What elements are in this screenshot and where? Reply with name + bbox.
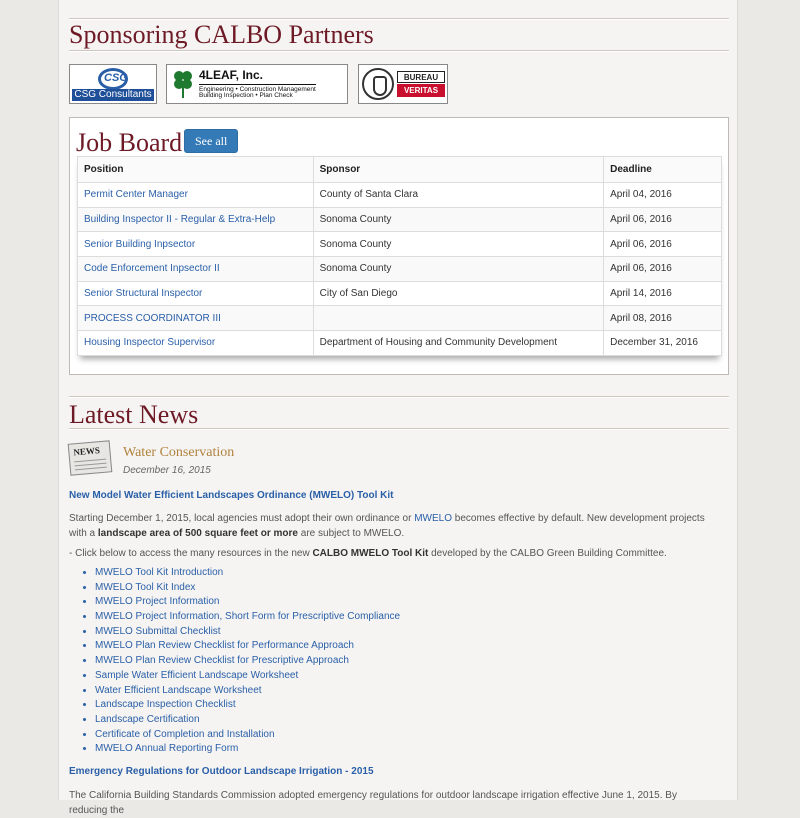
text-run: developed by the CALBO Green Building Committee. xyxy=(428,548,667,559)
sponsor-cell: Sonoma County xyxy=(313,232,603,257)
sponsor-cell: Sonoma County xyxy=(313,207,603,232)
list-item xyxy=(95,713,400,728)
job-link[interactable]: Building Inspector II - Regular & Extra-Help xyxy=(84,214,276,226)
position-cell xyxy=(78,232,314,257)
toolkit-link[interactable]: Landscape Inspection Checklist xyxy=(95,699,236,711)
divider xyxy=(69,50,729,52)
list-item xyxy=(95,625,400,640)
deadline-cell: April 06, 2016 xyxy=(604,207,722,232)
text-run: Starting December 1, 2015, local agencies must adopt their own ordinance or xyxy=(69,513,415,524)
position-cell xyxy=(78,306,314,331)
toolkit-link[interactable]: Landscape Certification xyxy=(95,713,200,725)
table-row xyxy=(78,257,722,282)
4leaf-logo[interactable] xyxy=(166,64,348,104)
toolkit-link[interactable]: MWELO Annual Reporting Form xyxy=(95,743,239,755)
table-row xyxy=(78,232,722,257)
4leaf-tagline-2: Building Inspection • Plan Check xyxy=(199,92,293,99)
table-row xyxy=(78,331,722,356)
toolkit-link[interactable]: MWELO Plan Review Checklist for Performance Approach xyxy=(95,640,354,652)
list-item xyxy=(95,639,400,654)
job-board-heading: Job Board xyxy=(76,128,183,157)
job-link[interactable]: Code Enforcement Inpsector II xyxy=(84,263,220,275)
article-heading-mwelo[interactable]: New Model Water Efficient Landscapes Ordinance (MWELO) Tool Kit xyxy=(69,490,394,501)
deadline-cell: April 14, 2016 xyxy=(604,281,722,306)
toolkit-link[interactable]: MWELO Tool Kit Index xyxy=(95,581,196,593)
column-header-deadline: Deadline xyxy=(604,157,722,183)
position-cell xyxy=(78,257,314,282)
list-item xyxy=(95,610,400,625)
job-link[interactable]: PROCESS COORDINATOR III xyxy=(84,312,221,324)
toolkit-link[interactable]: Water Efficient Landscape Worksheet xyxy=(95,684,262,696)
4leaf-name: 4LEAF, Inc. xyxy=(199,68,264,82)
veritas-text: VERITAS xyxy=(397,84,445,97)
sponsor-cell: County of Santa Clara xyxy=(313,183,603,208)
sponsor-cell xyxy=(313,306,603,331)
toolkit-link[interactable]: MWELO Submittal Checklist xyxy=(95,625,221,637)
toolkit-link[interactable]: Certificate of Completion and Installation xyxy=(95,728,275,740)
deadline-cell: December 31, 2016 xyxy=(604,331,722,356)
table-header-row xyxy=(78,157,722,183)
newspaper-icon-label: NEWS xyxy=(73,445,101,458)
table-row xyxy=(78,183,722,208)
text-run: becomes effective by default. New development projects with a xyxy=(69,513,705,539)
csg-consultants-logo[interactable] xyxy=(69,64,157,104)
toolkit-link[interactable]: Sample Water Efficient Landscape Worksheet xyxy=(95,669,299,681)
csg-name: CSG Consultants xyxy=(72,89,154,101)
news-date: December 16, 2015 xyxy=(123,465,211,476)
4leaf-tagline-1: Engineering • Construction Management xyxy=(199,86,316,93)
position-cell xyxy=(78,183,314,208)
table-row xyxy=(78,207,722,232)
sponsor-cell: Sonoma County xyxy=(313,257,603,282)
deadline-cell: April 04, 2016 xyxy=(604,183,722,208)
job-table xyxy=(77,156,722,356)
table-row xyxy=(78,306,722,331)
see-all-button[interactable]: See all xyxy=(184,129,238,153)
news-category[interactable]: Water Conservation xyxy=(123,445,235,460)
job-link[interactable]: Permit Center Manager xyxy=(84,189,188,201)
position-cell xyxy=(78,331,314,356)
list-item xyxy=(95,581,400,596)
bureau-veritas-seal-icon xyxy=(362,68,394,100)
article-paragraph xyxy=(69,546,709,561)
sponsors-heading: Sponsoring CALBO Partners xyxy=(69,20,374,49)
job-board-panel xyxy=(69,117,729,375)
article-paragraph xyxy=(69,511,709,541)
toolkit-link-list xyxy=(69,566,400,757)
newspaper-icon xyxy=(68,440,113,476)
text-run: - Click below to access the many resources in the new xyxy=(69,548,313,559)
list-item xyxy=(95,566,400,581)
bold-text: landscape area of 500 square feet or more xyxy=(97,528,298,539)
deadline-cell: April 06, 2016 xyxy=(604,232,722,257)
csg-mark: CSG xyxy=(104,72,128,84)
toolkit-link[interactable]: MWELO Tool Kit Introduction xyxy=(95,567,224,578)
list-item xyxy=(95,595,400,610)
divider xyxy=(69,428,729,430)
position-cell xyxy=(78,207,314,232)
bureau-veritas-logo[interactable] xyxy=(358,64,448,104)
sponsor-cell: City of San Diego xyxy=(313,281,603,306)
page-column xyxy=(58,0,738,816)
csg-ring-icon xyxy=(98,68,128,90)
deadline-cell: April 08, 2016 xyxy=(604,306,722,331)
deadline-cell: April 06, 2016 xyxy=(604,257,722,282)
list-item xyxy=(95,728,400,743)
job-link[interactable]: Housing Inspector Supervisor xyxy=(84,337,216,349)
list-item xyxy=(95,669,400,684)
bureau-text: BUREAU xyxy=(397,71,445,83)
toolkit-link[interactable]: MWELO Plan Review Checklist for Prescriptive Approach xyxy=(95,655,349,667)
article-heading-emergency-regulations[interactable]: Emergency Regulations for Outdoor Landscape Irrigation - 2015 xyxy=(69,766,374,777)
job-link[interactable]: Senior Building Inpsector xyxy=(84,238,196,250)
mwelo-link[interactable]: MWELO xyxy=(414,513,452,524)
column-header-sponsor: Sponsor xyxy=(313,157,603,183)
text-run: are subject to MWELO. xyxy=(298,528,405,539)
column-header-position: Position xyxy=(78,157,314,183)
sponsor-cell: Department of Housing and Community Development xyxy=(313,331,603,356)
job-link[interactable]: Senior Structural Inspector xyxy=(84,288,203,300)
toolkit-link[interactable]: MWELO Project Information, Short Form for Prescriptive Compliance xyxy=(95,611,401,623)
article-paragraph: The California Building Standards Commission adopted emergency regulations for outdoor landscape irrigation effective June 1, 2015. By reducing the xyxy=(69,790,677,816)
list-item xyxy=(95,654,400,669)
toolkit-link[interactable]: MWELO Project Information xyxy=(95,596,220,608)
table-row xyxy=(78,281,722,306)
latest-news-heading: Latest News xyxy=(69,400,199,429)
bold-text: CALBO MWELO Tool Kit xyxy=(312,548,429,559)
list-item xyxy=(95,684,400,699)
divider xyxy=(69,396,729,398)
list-item xyxy=(95,698,400,713)
list-item xyxy=(95,742,400,757)
clover-icon xyxy=(171,69,195,99)
position-cell xyxy=(78,281,314,306)
